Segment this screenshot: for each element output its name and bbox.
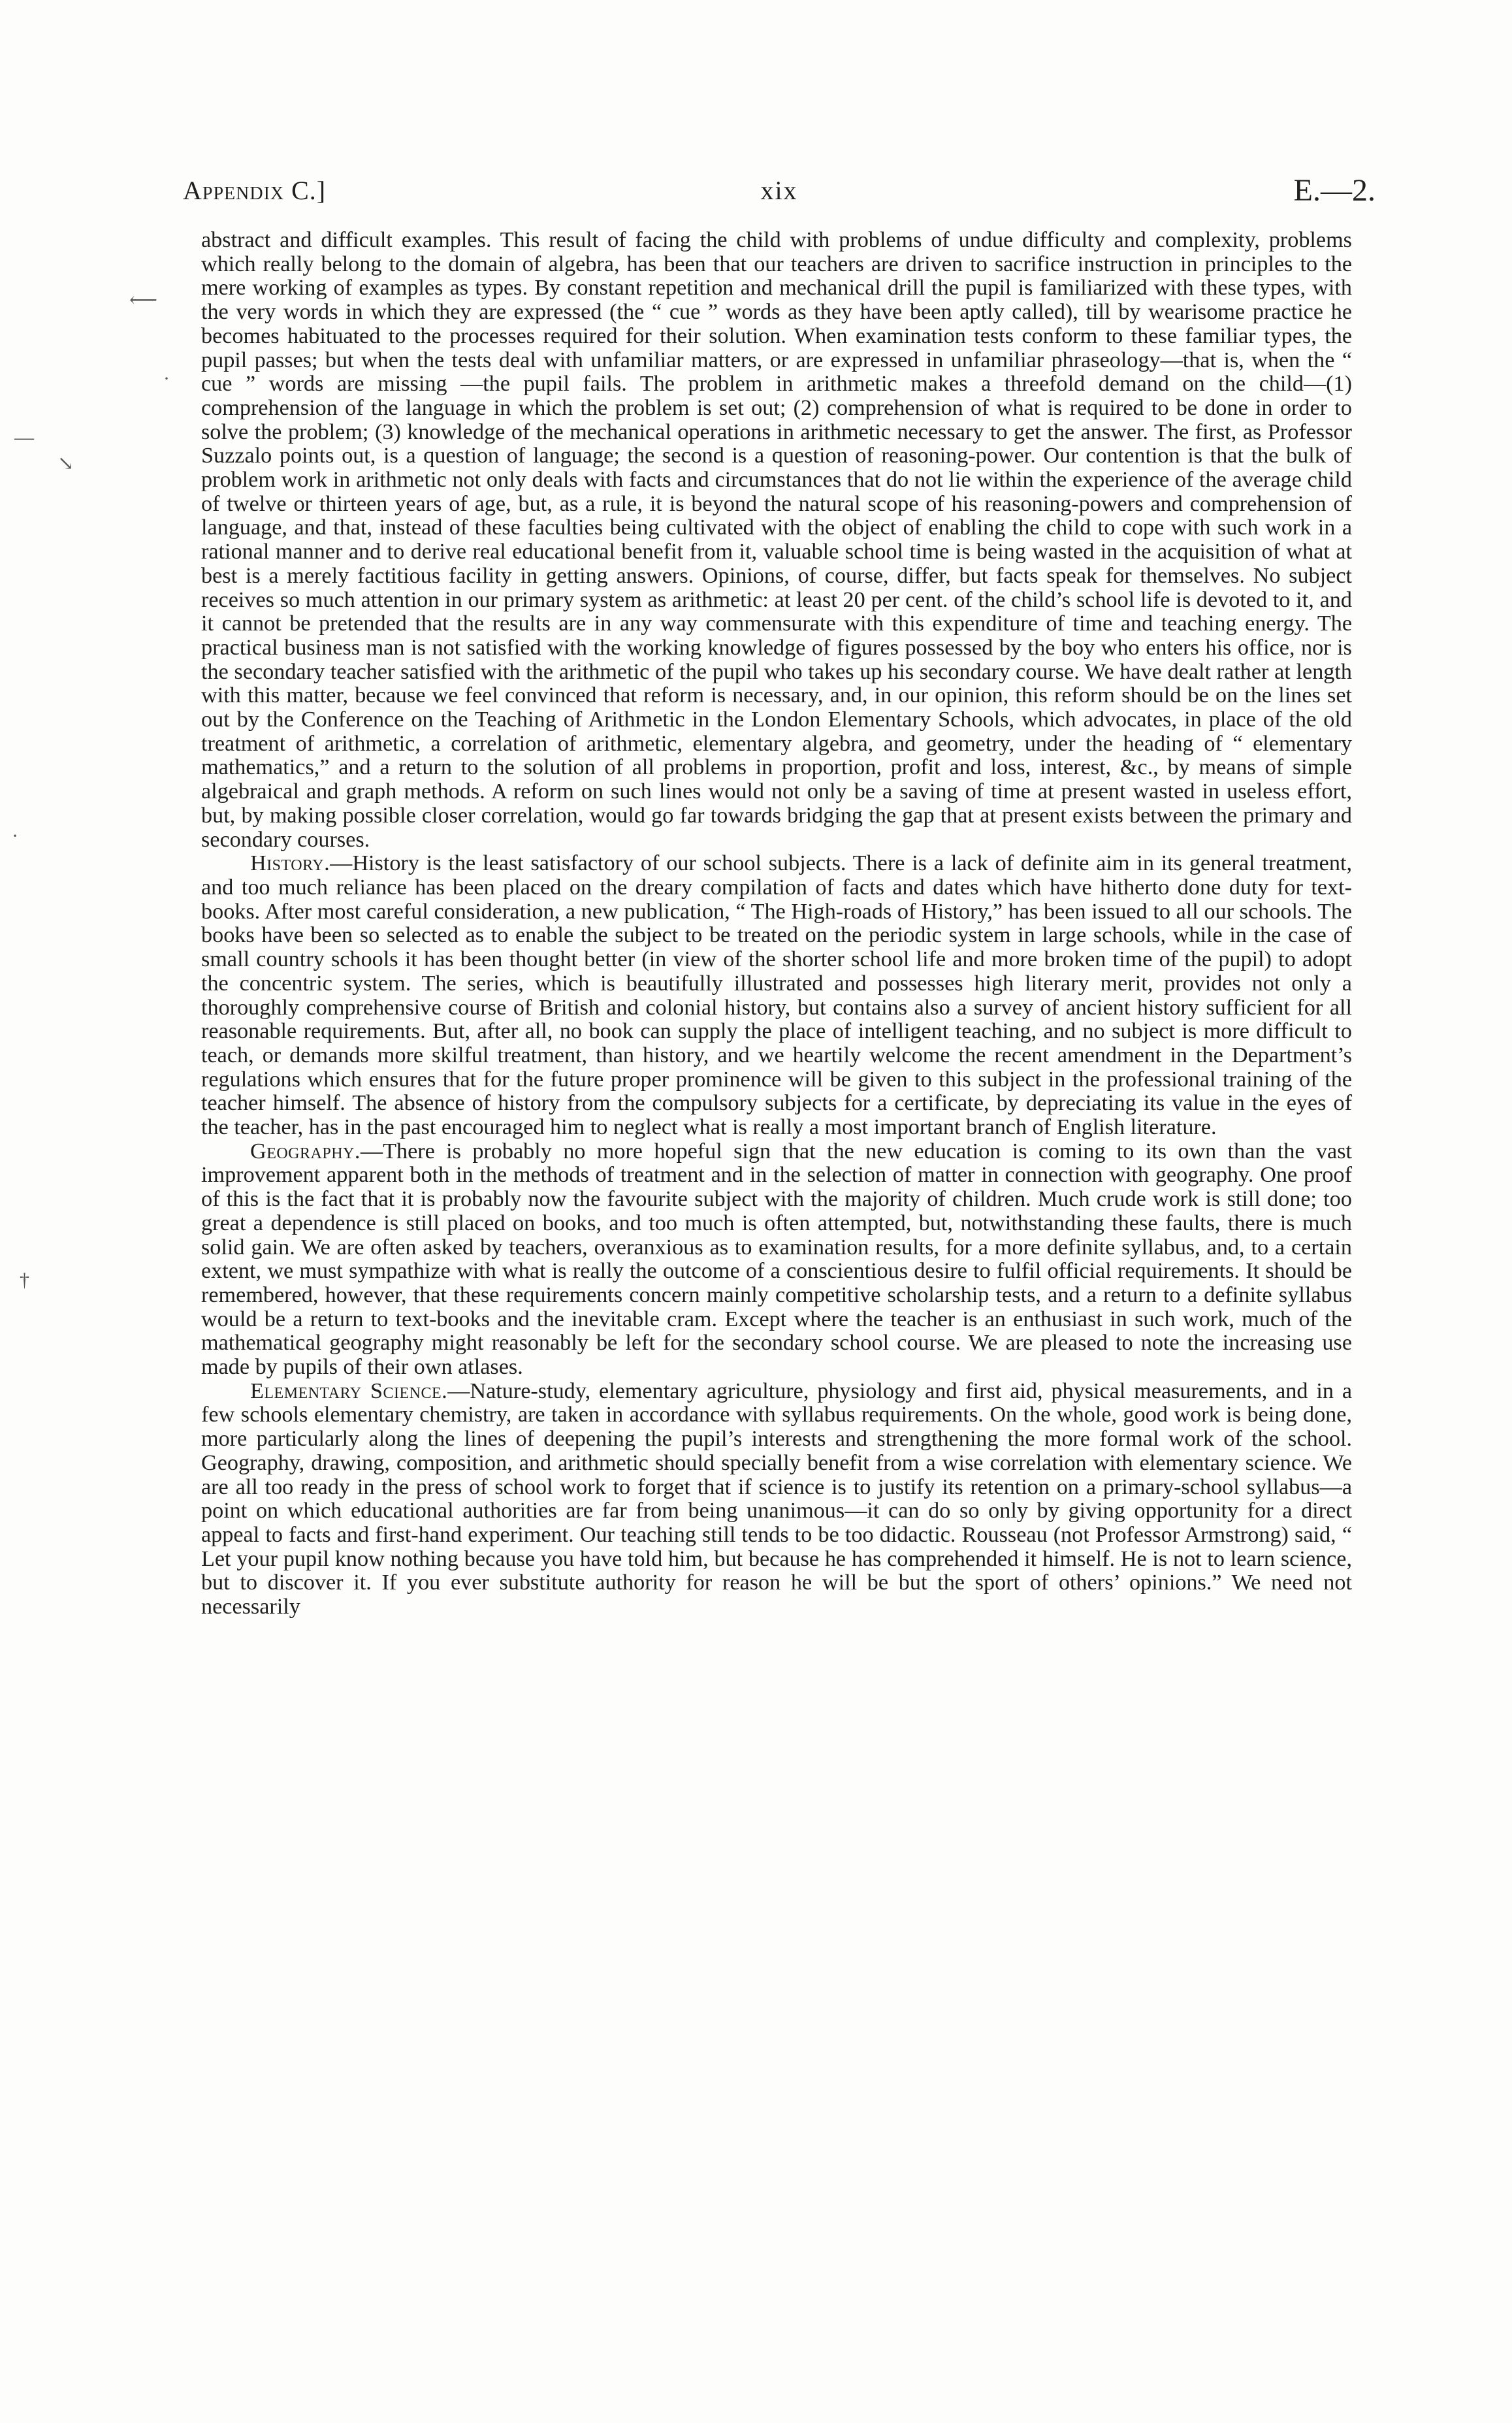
paragraph-elementary-science [201, 1380, 1352, 1619]
paragraph-geography [201, 1140, 1352, 1380]
section-heading-elementary-science: Elementary Science. [250, 1378, 448, 1403]
paragraph-text: abstract and difficult examples. This result of facing the child with problems of undue difficulty and complexity, problems which really belong to the domain of algebra, has been that our teachers are driven to sacrifice instruction in principles to the mere working of examples as types. By constant repetition and mechanical drill the pupil is familiarized with these types, with the very words in which they are expressed (the “ cue ” words as they have been aptly called), till by wearisome practice he becomes habituated to the processes required for their solution. When examination tests conform to these familiar types, the pupil passes; but when the tests deal with unfamiliar matters, or are expressed in unfamiliar phraseology—that is, when the “ cue ” words are missing —the pupil fails. The problem in arithmetic makes a threefold demand on the child—(1) comprehension of the language in which the problem is set out; (2) comprehension of what is required to be done in order to solve the problem; (3) knowledge of the mechanical operations in arithmetic necessary to get the answer. The first, as Professor Suzzalo points out, is a question of language; the second is a question of reasoning-power. Our contention is that the bulk of problem work in arithmetic not only deals with facts and circumstances that do not lie within the experience of the average child of twelve or thirteen years of age, but, as a rule, it is beyond the natural scope of his reasoning-powers and comprehension of language, and that, instead of these faculties being cultivated with the object of enabling the child to cope with such work in a rational manner and to derive real educational benefit from it, valuable school time is being wasted in the acquisition of what at best is a merely factitious facility in getting answers. Opinions, of course, differ, but facts speak for themselves. No subject receives so much attention in our primary system as arithmetic: at least 20 per cent. of the child’s school life is devoted to it, and it cannot be pretended that the results are in any way commensurate with this expenditure of time and teaching energy. The practical business man is not satisfied with the working knowledge of figures possessed by the boy who enters his office, nor is the secondary teacher satisfied with the arithmetic of the pupil who takes up his secondary course. We have dealt rather at length with this matter, because we feel convinced that reform is necessary, and, in our opinion, this reform should be on the lines set out by the Conference on the Teaching of Arithmetic in the London Elementary Schools, which advocates, in place of the old treatment of arithmetic, a correlation of arithmetic, elementary algebra, and geometry, under the heading of “ elementary mathematics,” and a return to the solution of all problems in proportion, profit and loss, interest, &c., by means of simple algebraical and graph methods. A reform on such lines would not only be a saving of time at present wasted in useless effort, but, by making possible closer correlation, would go far towards bridging the gap that at present exists between the primary and secondary courses. [201, 228, 1352, 852]
margin-mark: ↘ [57, 453, 74, 474]
margin-mark: — [14, 427, 34, 448]
header-report-code: E.—2. [1293, 173, 1375, 208]
paragraph-text: —History is the least satisfactory of our school subjects. There is a lack of definite aim in its general treatment, and too much reliance has been placed on the dreary compilation of facts and dates which have hitherto done duty for text-books. After most careful consideration, a new publication, “ The High-roads of History,” has been issued to all our schools. The books have been so selected as to enable the subject to be treated on the periodic system in large schools, while in the case of small country schools it has been thought better (in view of the shorter school life and more broken time of the pupil) to adopt the concentric system. The series, which is beautifully illustrated and possesses high literary merit, provides not only a thoroughly comprehensive course of British and colonial history, but contains also a survey of ancient history sufficient for all reasonable requirements. But, after all, no book can supply the place of intelligent teaching, and no subject is more difficult to teach, or demands more skilful treatment, than history, and we heartily welcome the recent amendment in the Department’s regulations which ensures that for the future proper prominence will be given to this subject in the professional training of the teacher himself. The absence of history from the compulsory subjects for a certificate, by depreciating its value in the eyes of the teacher, has in the past encouraged him to neglect what is really a most important branch of English literature. [201, 851, 1352, 1140]
margin-mark: · [12, 825, 18, 847]
running-header [183, 171, 1375, 210]
paragraph-history [201, 852, 1352, 1139]
paragraph-arithmetic [201, 229, 1352, 852]
paragraph-text: —There is probably no more hopeful sign that the new education is coming to its own than the vast improvement apparent both in the methods of treatment and in the selection of matter in connection with geography. One proof of this is the fact that it is probably now the favourite subject with the majority of children. Much crude work is still done; too great a dependence is still placed on books, and too much is often attempted, but, notwithstanding these faults, there is much solid gain. We are often asked by teachers, overanxious as to examination results, for a more definite syllabus, and, to a certain extent, we must sympathize with what is really the outcome of a conscientious desire to fulfil official requirements. It should be remembered, however, that these requirements concern mainly competitive scholarship tests, and a return to a definite syllabus would be a return to text-books and the inevitable cram. Except where the teacher is an enthusiast in such work, much of the mathematical geography might reasonably be left for the secondary school course. We are pleased to note the increasing use made by pupils of their own atlases. [201, 1139, 1352, 1380]
margin-mark: · [163, 368, 170, 389]
paragraph-text: —Nature-study, elementary agriculture, physiology and first aid, physical measurements, and in a few schools elementary chemistry, are taken in accordance with syllabus requirements. On the whole, good work is being done, more particularly along the lines of deepening the pupil’s interests and strengthening the more formal work of the school. Geography, drawing, composition, and arithmetic should specially benefit from a wise correlation with elementary science. We are all too ready in the press of school work to forget that if science is to justify its retention on a primary-school syllabus—a point on which educational authorities are far from being unanimous—it can do so only by giving opportunity for a direct appeal to facts and first-hand experiment. Our teaching still tends to be too didactic. Rousseau (not Professor Armstrong) said, “ Let your pupil know nothing because you have told him, but because he has comprehended it himself. He is not to learn science, but to discover it. If you ever substitute authority for reason he will be but the sport of others’ opinions.” We need not necessarily [201, 1378, 1352, 1619]
margin-mark: † [20, 1269, 29, 1291]
margin-mark: ⟵ [129, 289, 158, 311]
section-heading-history: History. [250, 851, 330, 876]
header-appendix-label: Appendix C.] [183, 176, 327, 205]
section-heading-geography: Geography. [250, 1139, 361, 1163]
body-text [201, 229, 1352, 1619]
page-number: xix [760, 176, 798, 205]
